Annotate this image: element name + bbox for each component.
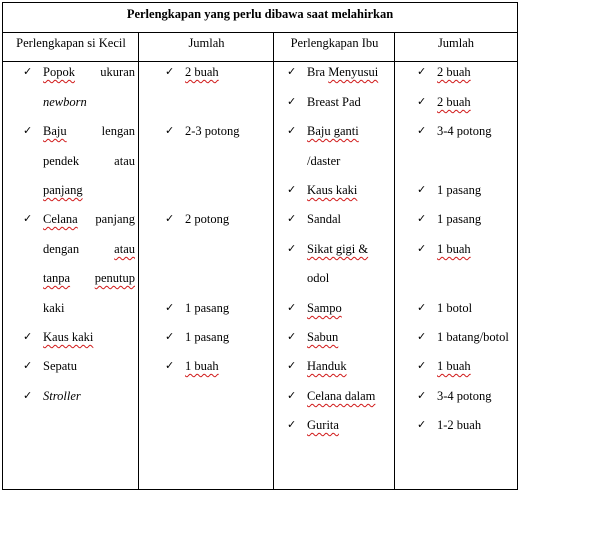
check-mark-icon: ✓: [417, 212, 427, 225]
check-mark-icon: ✓: [417, 124, 427, 137]
column-divider: [273, 33, 274, 489]
check-mark-icon: ✓: [417, 389, 427, 402]
check-mark-icon: ✓: [417, 330, 427, 343]
check-mark-icon: ✓: [165, 359, 175, 372]
check-mark-icon: ✓: [165, 124, 175, 137]
check-mark-icon: ✓: [287, 389, 297, 402]
check-mark-icon: ✓: [287, 65, 297, 78]
check-mark-icon: ✓: [287, 418, 297, 431]
check-mark-icon: ✓: [417, 359, 427, 372]
check-mark-icon: ✓: [287, 124, 297, 137]
header-baby-qty: Jumlah: [139, 33, 274, 62]
column-divider: [394, 33, 395, 489]
check-mark-icon: ✓: [165, 65, 175, 78]
check-mark-icon: ✓: [287, 183, 297, 196]
check-mark-icon: ✓: [165, 301, 175, 314]
check-mark-icon: ✓: [287, 95, 297, 108]
check-mark-icon: ✓: [417, 418, 427, 431]
table-title: Perlengkapan yang perlu dibawa saat melahirkan: [3, 3, 517, 33]
check-mark-icon: ✓: [165, 212, 175, 225]
equipment-table: Perlengkapan yang perlu dibawa saat melahirkan Perlengkapan si Kecil Jumlah Perlengkapan Ibu Jumlah ✓ Popok ukuran newborn ✓ Baju lengan pendek atau panjang ✓ Celana panjang dengan atau tanpa penutup kaki ✓ Kaus kaki ✓ Sepatu ✓ Stroller ✓ 2 buah ✓ 2-3 potong ✓ 2 potong ✓ 1 pasang ✓ 1 pasang ✓ 1 buah ✓ Bra Menyusui ✓ Breast Pad ✓ Baju ganti /daster ✓ Kaus kaki ✓ Sandal ✓ Sikat gigi & odol ✓ Sampo ✓ Sabun ✓ Handuk ✓ Celana dalam ✓ Gurita ✓ 2 buah ✓ 2 buah ✓ 3-4 potong ✓ 1 pasang ✓ 1 pasang ✓ 1 buah ✓ 1 botol ✓ 1 batang/botol ✓ 1 buah ✓ 3-4 potong ✓ 1-2 buah: [2, 2, 518, 490]
check-mark-icon: ✓: [23, 212, 33, 225]
check-mark-icon: ✓: [417, 301, 427, 314]
check-mark-icon: ✓: [23, 389, 33, 402]
check-mark-icon: ✓: [417, 242, 427, 255]
header-mom-qty: Jumlah: [395, 33, 517, 62]
check-mark-icon: ✓: [287, 242, 297, 255]
header-mom-items: Perlengkapan Ibu: [274, 33, 395, 62]
column-divider: [138, 33, 139, 489]
check-mark-icon: ✓: [23, 65, 33, 78]
check-mark-icon: ✓: [417, 65, 427, 78]
check-mark-icon: ✓: [23, 330, 33, 343]
check-mark-icon: ✓: [417, 183, 427, 196]
check-mark-icon: ✓: [287, 330, 297, 343]
header-baby-items: Perlengkapan si Kecil: [3, 33, 139, 62]
check-mark-icon: ✓: [23, 359, 33, 372]
check-mark-icon: ✓: [287, 359, 297, 372]
check-mark-icon: ✓: [23, 124, 33, 137]
check-mark-icon: ✓: [417, 95, 427, 108]
check-mark-icon: ✓: [165, 330, 175, 343]
check-mark-icon: ✓: [287, 301, 297, 314]
check-mark-icon: ✓: [287, 212, 297, 225]
